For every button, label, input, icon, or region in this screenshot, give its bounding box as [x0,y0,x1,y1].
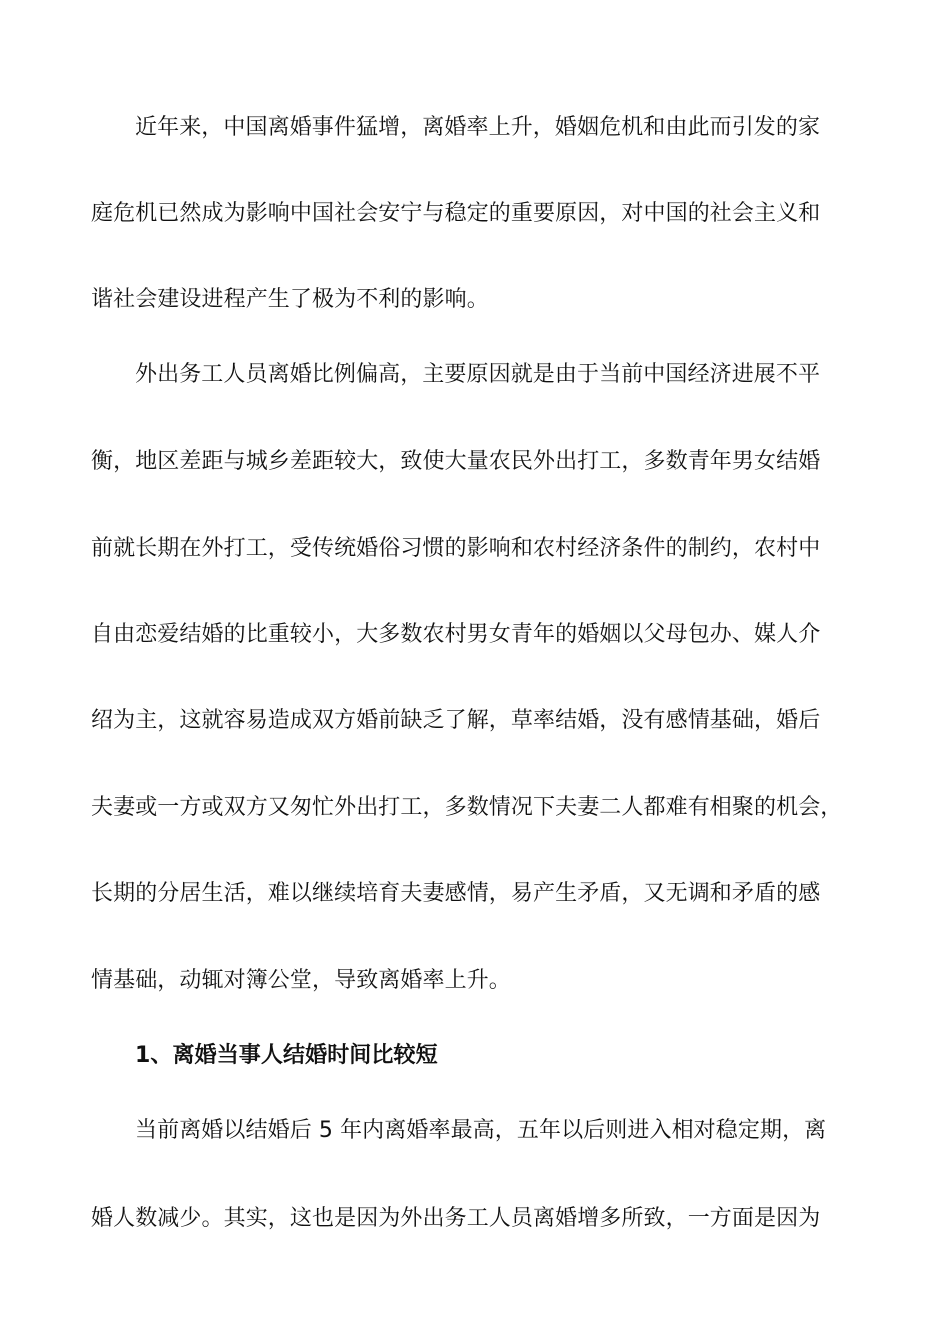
paragraph-2-line-2: 衡，地区差距与城乡差距较大，致使大量农民外出打工，多数青年男女结婚 [91,449,821,474]
section-heading: 1、离婚当事人结婚时间比较短 [135,1043,438,1068]
paragraph-1-line-2: 庭危机已然成为影响中国社会安宁与稳定的重要原因，对中国的社会主义和 [91,201,821,226]
paragraph-2-line-3: 前就长期在外打工，受传统婚俗习惯的影响和农村经济条件的制约，农村中 [91,536,821,561]
paragraph-3-line-2: 婚人数减少。其实，这也是因为外出务工人员离婚增多所致，一方面是因为 [91,1206,821,1231]
paragraph-2-line-7: 长期的分居生活，难以继续培育夫妻感情，易产生矛盾，又无调和矛盾的感 [91,881,821,906]
paragraph-2-line-5: 绍为主，这就容易造成双方婚前缺乏了解，草率结婚，没有感情基础，婚后 [91,708,821,733]
paragraph-1-line-1: 近年来，中国离婚事件猛增，离婚率上升，婚姻危机和由此而引发的家 [135,115,821,140]
paragraph-2-line-8: 情基础，动辄对簿公堂，导致离婚率上升。 [91,968,511,993]
paragraph-2-line-6: 夫妻或一方或双方又匆忙外出打工，多数情况下夫妻二人都难有相聚的机会， [91,795,843,820]
paragraph-3-line-1: 当前离婚以结婚后 5 年内离婚率最高，五年以后则进入相对稳定期，离 [135,1118,827,1143]
paragraph-1-line-3: 谐社会建设进程产生了极为不利的影响。 [91,287,489,312]
paragraph-2-line-4: 自由恋爱结婚的比重较小，大多数农村男女青年的婚姻以父母包办、媒人介 [91,622,821,647]
paragraph-2-line-1: 外出务工人员离婚比例偏高，主要原因就是由于当前中国经济进展不平 [135,362,821,387]
